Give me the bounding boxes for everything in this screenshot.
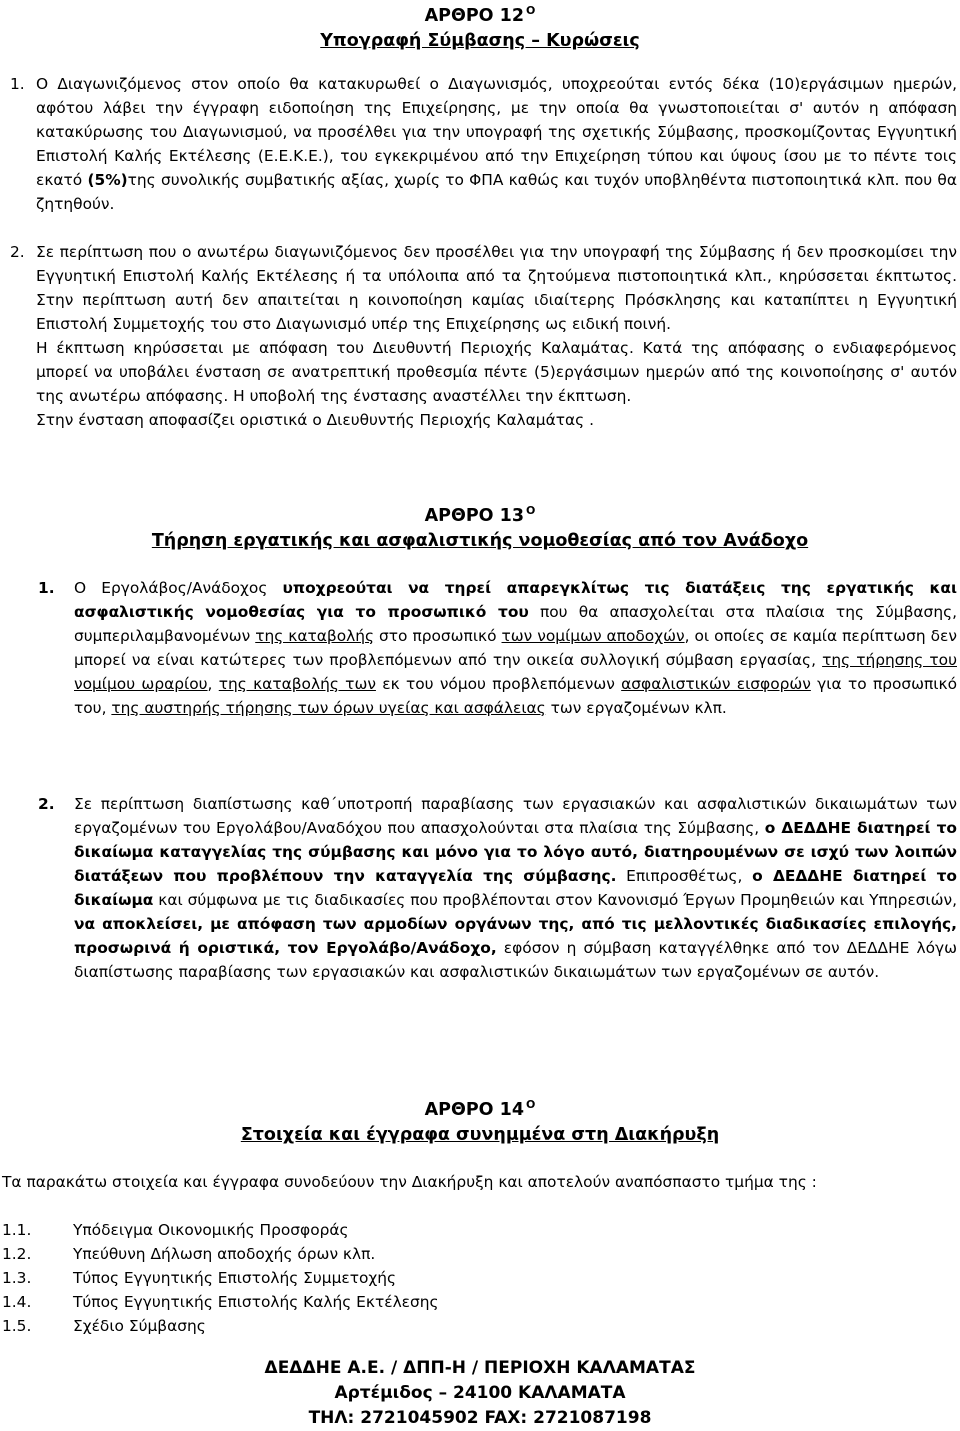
- paragraph-text: Ο Εργολάβος/Ανάδοχος: [74, 579, 283, 597]
- paragraph-number: 1.: [10, 75, 25, 93]
- paragraph-text: Επιπροσθέτως,: [616, 867, 753, 885]
- list-item-label: Υπεύθυνη Δήλωση αποδοχής όρων κλπ.: [73, 1245, 376, 1263]
- article-14-title: ΑΡΘΡΟ 14: [424, 1100, 525, 1120]
- article-12-title: ΑΡΘΡΟ 12: [424, 6, 525, 26]
- footer-address: Αρτέμιδος – 24100 ΚΑΛΑΜΑΤΑ: [334, 1383, 626, 1403]
- article-12-superscript: Ο: [526, 4, 536, 17]
- underlined-text: της καταβολής των: [218, 675, 376, 693]
- article-13-subtitle: Τήρηση εργατικής και ασφαλιστικής νομοθεσίας από τον Ανάδοχο: [151, 531, 809, 551]
- paragraph-text: ,: [207, 675, 219, 693]
- document-footer: [0, 1356, 960, 1431]
- paragraph-text: Σε περίπτωση διαπίστωσης καθ΄υποτροπή παραβίασης των εργασιακών και ασφαλιστικών δικαιωμάτων των εργαζομένων του Εργολάβου/Αναδόχου που απασχολούνται στα πλαίσια της Σύμβασης,: [74, 795, 957, 837]
- underlined-text: των νομίμων αποδοχών: [501, 627, 685, 645]
- list-item-label: Σχέδιο Σύμβασης: [73, 1317, 206, 1335]
- paragraph-number: 2.: [10, 243, 25, 261]
- article-12-paragraph-1: [10, 72, 957, 216]
- paragraph-text: που θα απασχολείται στα πλαίσια της Σύμβασης, συμπεριλαμβανομένων: [74, 603, 957, 645]
- emphasis-text: υποχρεούται να τηρεί απαρεγκλίτως τις διατάξεις της εργατικής και ασφαλιστικής νομοθεσίας για το προσωπικό του: [74, 579, 957, 621]
- footer-organization: ΔΕΔΔΗΕ Α.Ε. / ΔΠΠ-Η / ΠΕΡΙΟΧΗ ΚΑΛΑΜΑΤΑΣ: [264, 1358, 696, 1378]
- emphasis-text: ο ΔΕΔΔΗΕ διατηρεί το δικαίωμα: [74, 867, 957, 909]
- paragraph-text: εκ του νόμου προβλεπόμενων: [375, 675, 622, 693]
- article-13-paragraph-2: [38, 792, 957, 984]
- paragraph-text: Στην ένσταση αποφασίζει οριστικά ο Διευθυντής Περιοχής Καλαμάτας .: [36, 411, 594, 429]
- article-13-heading: [0, 504, 960, 554]
- article-14-superscript: Ο: [526, 1098, 536, 1111]
- paragraph-number: 1.: [38, 579, 55, 597]
- paragraph-text: Σε περίπτωση που ο ανωτέρω διαγωνιζόμενος δεν προσέλθει για την υπογραφή της Σύμβασης ή δεν προσκομίσει την Εγγυητική Επιστολή Καλής Εκτέλεσης ή τα υπόλοιπα από τα ζητούμενα πιστοποιητικά κλπ., κηρύσσεται έκπτωτος. Στην περίπτωση αυτή δεν απαιτείται η κοινοποίηση καμίας ιδιαίτερης Πρόσκλησης και καταπίπτει η Εγγυητική Επιστολή Συμμετοχής του στο Διαγωνισμό υπέρ της Επιχείρησης ως ειδική ποινή.: [36, 243, 957, 333]
- attachments-list: [2, 1218, 702, 1338]
- article-12-heading: [0, 4, 960, 54]
- list-item-label: Υπόδειγμα Οικονομικής Προσφοράς: [73, 1221, 349, 1239]
- underlined-text: της αυστηρής τήρησης των όρων υγείας και ασφάλειας: [111, 699, 546, 717]
- list-item-number: 1.3.: [2, 1269, 32, 1287]
- paragraph-text: των εργαζομένων κλπ.: [545, 699, 727, 717]
- paragraph-text: της συνολικής συμβατικής αξίας, χωρίς το ΦΠΑ καθώς και τυχόν υποβληθέντα πιστοποιητικά κλπ. που θα ζητηθούν.: [36, 171, 957, 213]
- list-item: [2, 1242, 702, 1266]
- list-item-number: 1.5.: [2, 1317, 32, 1335]
- emphasis-text: να αποκλείσει, με απόφαση των αρμοδίων οργάνων της, από τις μελλοντικές διαδικασίες επιλογής, προσωρινά ή οριστικά, τον Εργολάβο/Ανάδοχο,: [74, 915, 957, 957]
- paragraph-text: Ο Διαγωνιζόμενος στον οποίο θα κατακυρωθεί ο Διαγωνισμός, υποχρεούται εντός δέκα (10)εργάσιμων ημερών, αφότου λάβει την έγγραφη ειδοποίηση της Επιχείρησης, με την οποία θα γνωστοποιείται σ' αυτόν η απόφαση κατακύρωσης του Διαγωνισμού, να προσέλθει για την υπογραφή της σχετικής Σύμβασης, προσκομίζοντας Εγγυητική Επιστολή Καλής Εκτέλεσης (Ε.Ε.Κ.Ε.), του εγκεκριμένου από την Επιχείρηση τύπου και ύψους ίσου με το πέντε τοις εκατό: [36, 75, 957, 189]
- paragraph-text: για το προσωπικό του,: [74, 675, 957, 717]
- article-13-superscript: Ο: [526, 504, 536, 517]
- underlined-text: της τήρησης του νομίμου ωραρίου: [74, 651, 957, 693]
- article-14-subtitle: Στοιχεία και έγγραφα συνημμένα στη Διακήρυξη: [240, 1125, 720, 1145]
- paragraph-text: στο προσωπικό: [374, 627, 502, 645]
- article-12-paragraph-2: [10, 240, 957, 432]
- list-item-label: Τύπος Εγγυητικής Επιστολής Καλής Εκτέλεσης: [73, 1293, 439, 1311]
- paragraph-text: και σύμφωνα με τις διαδικασίες που προβλέπονται στον Κανονισμό Έργων Προμηθειών και Υπηρεσιών,: [153, 891, 957, 909]
- list-item-number: 1.4.: [2, 1293, 32, 1311]
- article-14-heading: [0, 1098, 960, 1148]
- paragraph-text: εφόσον η σύμβαση καταγγέλθηκε από τον ΔΕΔΔΗΕ λόγω διαπίστωσης παραβίασης των εργασιακών και ασφαλιστικών δικαιωμάτων των εργαζομένων σε αυτόν.: [74, 939, 957, 981]
- list-item: [2, 1314, 702, 1338]
- list-item-label: Τύπος Εγγυητικής Επιστολής Συμμετοχής: [73, 1269, 397, 1287]
- percent-value: (5%): [87, 171, 128, 189]
- emphasis-text: ο ΔΕΔΔΗΕ διατηρεί το δικαίωμα καταγγελίας της σύμβασης και μόνο για το λόγο αυτό, διατηρουμένων σε ισχύ των λοιπών διατάξεων που προβλέπουν την καταγγελία της σύμβασης.: [74, 819, 957, 885]
- article-13-paragraph-1: [38, 576, 957, 720]
- footer-contact: ΤΗΛ: 2721045902 FAX: 2721087198: [308, 1408, 652, 1428]
- paragraph-number: 2.: [38, 795, 55, 813]
- list-item-number: 1.2.: [2, 1245, 32, 1263]
- article-13-title: ΑΡΘΡΟ 13: [424, 506, 525, 526]
- list-item: [2, 1290, 702, 1314]
- paragraph-text: Η έκπτωση κηρύσσεται με απόφαση του Διευθυντή Περιοχής Καλαμάτας. Κατά της απόφασης ο ενδιαφερόμενος μπορεί να υποβάλει ένσταση σε ανατρεπτική προθεσμία πέντε (5)εργάσιμων ημερών από της κοινοποίησης σ' αυτόν της ανωτέρω απόφασης. Η υποβολή της ένστασης αναστέλλει την έκπτωση.: [36, 339, 957, 405]
- list-item: [2, 1218, 702, 1242]
- list-item: [2, 1266, 702, 1290]
- article-14-intro: Τα παρακάτω στοιχεία και έγγραφα συνοδεύουν την Διακήρυξη και αποτελούν αναπόσπαστο τμήμα της :: [2, 1173, 817, 1191]
- article-12-subtitle: Υπογραφή Σύμβασης – Κυρώσεις: [320, 31, 640, 51]
- underlined-text: της καταβολής: [255, 627, 375, 645]
- paragraph-text: , οι οποίες σε καμία περίπτωση δεν μπορεί να είναι κατώτερες των προβλεπόμενων από την οικεία συλλογική σύμβαση εργασίας,: [74, 627, 957, 669]
- underlined-text: ασφαλιστικών εισφορών: [621, 675, 811, 693]
- list-item-number: 1.1.: [2, 1221, 32, 1239]
